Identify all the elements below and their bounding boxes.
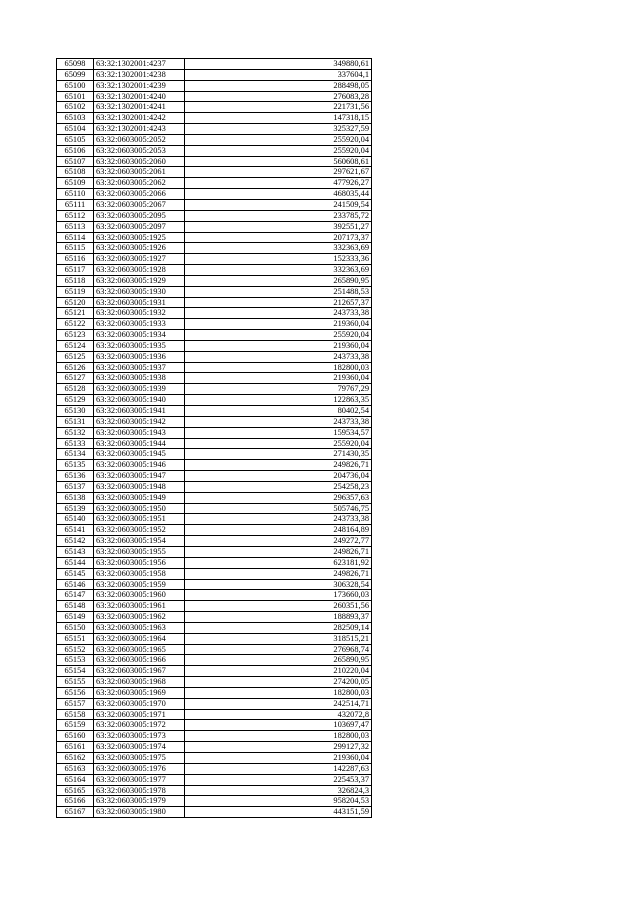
table-row bbox=[57, 373, 372, 384]
row-number-cell: 65167 bbox=[57, 807, 94, 818]
row-number-cell: 65114 bbox=[57, 232, 94, 243]
table-row bbox=[57, 481, 372, 492]
cadastral-number-cell: 63:32:1302001:4238 bbox=[94, 69, 185, 80]
value-cell: 243733,38 bbox=[185, 416, 372, 427]
value-cell: 318515,21 bbox=[185, 633, 372, 644]
value-cell: 173660,03 bbox=[185, 590, 372, 601]
row-number-cell: 65123 bbox=[57, 330, 94, 341]
cadastral-number-cell: 63:32:0603005:1974 bbox=[94, 742, 185, 753]
cadastral-number-cell: 63:32:0603005:1943 bbox=[94, 427, 185, 438]
cadastral-number-cell: 63:32:0603005:1954 bbox=[94, 536, 185, 547]
cadastral-number-cell: 63:32:1302001:4240 bbox=[94, 91, 185, 102]
value-cell: 241509,54 bbox=[185, 199, 372, 210]
row-number-cell: 65112 bbox=[57, 210, 94, 221]
cadastral-number-cell: 63:32:0603005:1972 bbox=[94, 720, 185, 731]
table-row bbox=[57, 308, 372, 319]
value-cell: 255920,04 bbox=[185, 438, 372, 449]
table-row bbox=[57, 536, 372, 547]
cadastral-number-cell: 63:32:0603005:1963 bbox=[94, 622, 185, 633]
table-row bbox=[57, 633, 372, 644]
table-row bbox=[57, 406, 372, 417]
table-row bbox=[57, 102, 372, 113]
table-row bbox=[57, 720, 372, 731]
table-row bbox=[57, 612, 372, 623]
row-number-cell: 65132 bbox=[57, 427, 94, 438]
value-cell: 432072,8 bbox=[185, 709, 372, 720]
cadastral-number-cell: 63:32:0603005:1925 bbox=[94, 232, 185, 243]
row-number-cell: 65151 bbox=[57, 633, 94, 644]
row-number-cell: 65118 bbox=[57, 275, 94, 286]
value-cell: 297621,67 bbox=[185, 167, 372, 178]
value-cell: 265890,95 bbox=[185, 655, 372, 666]
value-cell: 207173,37 bbox=[185, 232, 372, 243]
cadastral-number-cell: 63:32:0603005:1931 bbox=[94, 297, 185, 308]
cadastral-number-cell: 63:32:0603005:1936 bbox=[94, 351, 185, 362]
value-cell: 255920,04 bbox=[185, 330, 372, 341]
table-row bbox=[57, 134, 372, 145]
table-row bbox=[57, 601, 372, 612]
row-number-cell: 65102 bbox=[57, 102, 94, 113]
row-number-cell: 65160 bbox=[57, 731, 94, 742]
table-row bbox=[57, 698, 372, 709]
row-number-cell: 65107 bbox=[57, 156, 94, 167]
value-cell: 306328,54 bbox=[185, 579, 372, 590]
row-number-cell: 65149 bbox=[57, 612, 94, 623]
row-number-cell: 65124 bbox=[57, 340, 94, 351]
table-row bbox=[57, 677, 372, 688]
cadastral-number-cell: 63:32:0603005:1926 bbox=[94, 243, 185, 254]
table-row bbox=[57, 449, 372, 460]
table-row bbox=[57, 742, 372, 753]
row-number-cell: 65157 bbox=[57, 698, 94, 709]
row-number-cell: 65131 bbox=[57, 416, 94, 427]
row-number-cell: 65109 bbox=[57, 178, 94, 189]
table-row bbox=[57, 167, 372, 178]
value-cell: 233785,72 bbox=[185, 210, 372, 221]
value-cell: 288498,05 bbox=[185, 80, 372, 91]
table-row bbox=[57, 113, 372, 124]
cadastral-number-cell: 63:32:0603005:1945 bbox=[94, 449, 185, 460]
row-number-cell: 65145 bbox=[57, 568, 94, 579]
cadastral-number-cell: 63:32:0603005:1941 bbox=[94, 406, 185, 417]
row-number-cell: 65110 bbox=[57, 189, 94, 200]
value-cell: 147318,15 bbox=[185, 113, 372, 124]
row-number-cell: 65143 bbox=[57, 546, 94, 557]
table-row bbox=[57, 178, 372, 189]
value-cell: 248164,89 bbox=[185, 525, 372, 536]
table-row bbox=[57, 687, 372, 698]
cadastral-number-cell: 63:32:0603005:1965 bbox=[94, 644, 185, 655]
row-number-cell: 65139 bbox=[57, 503, 94, 514]
row-number-cell: 65148 bbox=[57, 601, 94, 612]
cadastral-number-cell: 63:32:0603005:1976 bbox=[94, 763, 185, 774]
table-row bbox=[57, 471, 372, 482]
table-row bbox=[57, 69, 372, 80]
row-number-cell: 65129 bbox=[57, 395, 94, 406]
cadastral-number-cell: 63:32:1302001:4239 bbox=[94, 80, 185, 91]
cadastral-number-cell: 63:32:0603005:1947 bbox=[94, 471, 185, 482]
value-cell: 623181,92 bbox=[185, 557, 372, 568]
row-number-cell: 65115 bbox=[57, 243, 94, 254]
cadastral-number-cell: 63:32:0603005:1964 bbox=[94, 633, 185, 644]
value-cell: 103697,47 bbox=[185, 720, 372, 731]
value-cell: 326824,3 bbox=[185, 785, 372, 796]
cadastral-number-cell: 63:32:0603005:2053 bbox=[94, 145, 185, 156]
value-cell: 79767,29 bbox=[185, 384, 372, 395]
table-row bbox=[57, 622, 372, 633]
value-cell: 212657,37 bbox=[185, 297, 372, 308]
table-body bbox=[57, 59, 372, 818]
table-row bbox=[57, 709, 372, 720]
value-cell: 221731,56 bbox=[185, 102, 372, 113]
table-row bbox=[57, 785, 372, 796]
cadastral-number-cell: 63:32:0603005:1952 bbox=[94, 525, 185, 536]
cadastral-number-cell: 63:32:0603005:1932 bbox=[94, 308, 185, 319]
value-cell: 255920,04 bbox=[185, 145, 372, 156]
value-cell: 505746,75 bbox=[185, 503, 372, 514]
table-row bbox=[57, 492, 372, 503]
value-cell: 276083,28 bbox=[185, 91, 372, 102]
cadastral-number-cell: 63:32:0603005:2060 bbox=[94, 156, 185, 167]
row-number-cell: 65125 bbox=[57, 351, 94, 362]
cadastral-number-cell: 63:32:0603005:1951 bbox=[94, 514, 185, 525]
cadastral-number-cell: 63:32:0603005:1968 bbox=[94, 677, 185, 688]
value-cell: 296357,63 bbox=[185, 492, 372, 503]
value-cell: 958204,53 bbox=[185, 796, 372, 807]
value-cell: 182800,03 bbox=[185, 731, 372, 742]
cadastral-number-cell: 63:32:0603005:1949 bbox=[94, 492, 185, 503]
cadastral-number-cell: 63:32:0603005:1927 bbox=[94, 254, 185, 265]
value-cell: 332363,69 bbox=[185, 265, 372, 276]
row-number-cell: 65161 bbox=[57, 742, 94, 753]
row-number-cell: 65158 bbox=[57, 709, 94, 720]
value-cell: 243733,38 bbox=[185, 308, 372, 319]
value-cell: 122863,35 bbox=[185, 395, 372, 406]
value-cell: 260351,56 bbox=[185, 601, 372, 612]
value-cell: 282509,14 bbox=[185, 622, 372, 633]
cadastral-number-cell: 63:32:0603005:1929 bbox=[94, 275, 185, 286]
cadastral-number-cell: 63:32:0603005:2066 bbox=[94, 189, 185, 200]
row-number-cell: 65140 bbox=[57, 514, 94, 525]
cadastral-number-cell: 63:32:1302001:4242 bbox=[94, 113, 185, 124]
table-row bbox=[57, 796, 372, 807]
row-number-cell: 65154 bbox=[57, 666, 94, 677]
table-row bbox=[57, 460, 372, 471]
cadastral-number-cell: 63:32:0603005:1955 bbox=[94, 546, 185, 557]
table-row bbox=[57, 330, 372, 341]
row-number-cell: 65147 bbox=[57, 590, 94, 601]
table-row bbox=[57, 362, 372, 373]
value-cell: 468035,44 bbox=[185, 189, 372, 200]
value-cell: 274200,05 bbox=[185, 677, 372, 688]
cadastral-number-cell: 63:32:0603005:1977 bbox=[94, 774, 185, 785]
cadastral-number-cell: 63:32:1302001:4241 bbox=[94, 102, 185, 113]
value-cell: 188893,37 bbox=[185, 612, 372, 623]
cadastral-number-cell: 63:32:0603005:1958 bbox=[94, 568, 185, 579]
cadastral-number-cell: 63:32:0603005:1960 bbox=[94, 590, 185, 601]
row-number-cell: 65150 bbox=[57, 622, 94, 633]
row-number-cell: 65135 bbox=[57, 460, 94, 471]
row-number-cell: 65159 bbox=[57, 720, 94, 731]
table-row bbox=[57, 568, 372, 579]
table-row bbox=[57, 590, 372, 601]
table-row bbox=[57, 731, 372, 742]
row-number-cell: 65130 bbox=[57, 406, 94, 417]
value-cell: 443151,59 bbox=[185, 807, 372, 818]
row-number-cell: 65162 bbox=[57, 753, 94, 764]
value-cell: 210220,04 bbox=[185, 666, 372, 677]
table-row bbox=[57, 557, 372, 568]
table-row bbox=[57, 655, 372, 666]
row-number-cell: 65155 bbox=[57, 677, 94, 688]
value-cell: 271430,35 bbox=[185, 449, 372, 460]
value-cell: 243733,38 bbox=[185, 351, 372, 362]
table-row bbox=[57, 807, 372, 818]
cadastral-number-cell: 63:32:0603005:2052 bbox=[94, 134, 185, 145]
cadastral-number-cell: 63:32:0603005:1928 bbox=[94, 265, 185, 276]
row-number-cell: 65111 bbox=[57, 199, 94, 210]
cadastral-number-cell: 63:32:0603005:1938 bbox=[94, 373, 185, 384]
value-cell: 392551,27 bbox=[185, 221, 372, 232]
table-row bbox=[57, 774, 372, 785]
cadastral-number-cell: 63:32:0603005:1934 bbox=[94, 330, 185, 341]
table-row bbox=[57, 579, 372, 590]
row-number-cell: 65152 bbox=[57, 644, 94, 655]
cadastral-number-cell: 63:32:0603005:1961 bbox=[94, 601, 185, 612]
table-row bbox=[57, 763, 372, 774]
table-row bbox=[57, 232, 372, 243]
value-cell: 219360,04 bbox=[185, 753, 372, 764]
cadastral-number-cell: 63:32:0603005:1940 bbox=[94, 395, 185, 406]
value-cell: 265890,95 bbox=[185, 275, 372, 286]
cadastral-number-cell: 63:32:0603005:1975 bbox=[94, 753, 185, 764]
cadastral-value-table bbox=[56, 58, 372, 818]
cadastral-number-cell: 63:32:0603005:1937 bbox=[94, 362, 185, 373]
table-row bbox=[57, 145, 372, 156]
value-cell: 152333,36 bbox=[185, 254, 372, 265]
value-cell: 243733,38 bbox=[185, 514, 372, 525]
value-cell: 325327,59 bbox=[185, 124, 372, 135]
cadastral-number-cell: 63:32:0603005:1950 bbox=[94, 503, 185, 514]
table-row bbox=[57, 221, 372, 232]
cadastral-number-cell: 63:32:0603005:1939 bbox=[94, 384, 185, 395]
cadastral-number-cell: 63:32:0603005:1973 bbox=[94, 731, 185, 742]
row-number-cell: 65165 bbox=[57, 785, 94, 796]
cadastral-number-cell: 63:32:0603005:1942 bbox=[94, 416, 185, 427]
row-number-cell: 65164 bbox=[57, 774, 94, 785]
cadastral-number-cell: 63:32:0603005:1933 bbox=[94, 319, 185, 330]
row-number-cell: 65136 bbox=[57, 471, 94, 482]
value-cell: 225453,37 bbox=[185, 774, 372, 785]
table-row bbox=[57, 91, 372, 102]
value-cell: 251488,53 bbox=[185, 286, 372, 297]
row-number-cell: 65153 bbox=[57, 655, 94, 666]
value-cell: 477926,27 bbox=[185, 178, 372, 189]
row-number-cell: 65166 bbox=[57, 796, 94, 807]
row-number-cell: 65156 bbox=[57, 687, 94, 698]
row-number-cell: 65101 bbox=[57, 91, 94, 102]
row-number-cell: 65163 bbox=[57, 763, 94, 774]
value-cell: 255920,04 bbox=[185, 134, 372, 145]
cadastral-number-cell: 63:32:0603005:1980 bbox=[94, 807, 185, 818]
value-cell: 142287,63 bbox=[185, 763, 372, 774]
cadastral-number-cell: 63:32:0603005:2095 bbox=[94, 210, 185, 221]
row-number-cell: 65117 bbox=[57, 265, 94, 276]
table-row bbox=[57, 189, 372, 200]
value-cell: 182800,03 bbox=[185, 687, 372, 698]
value-cell: 332363,69 bbox=[185, 243, 372, 254]
table-row bbox=[57, 395, 372, 406]
row-number-cell: 65133 bbox=[57, 438, 94, 449]
value-cell: 80402,54 bbox=[185, 406, 372, 417]
table-row bbox=[57, 265, 372, 276]
table-row bbox=[57, 319, 372, 330]
cadastral-number-cell: 63:32:0603005:1969 bbox=[94, 687, 185, 698]
cadastral-number-cell: 63:32:1302001:4237 bbox=[94, 59, 185, 70]
value-cell: 299127,32 bbox=[185, 742, 372, 753]
table-row bbox=[57, 546, 372, 557]
row-number-cell: 65098 bbox=[57, 59, 94, 70]
value-cell: 249826,71 bbox=[185, 546, 372, 557]
table-row bbox=[57, 438, 372, 449]
row-number-cell: 65141 bbox=[57, 525, 94, 536]
row-number-cell: 65116 bbox=[57, 254, 94, 265]
row-number-cell: 65105 bbox=[57, 134, 94, 145]
value-cell: 249826,71 bbox=[185, 460, 372, 471]
cadastral-number-cell: 63:32:0603005:1935 bbox=[94, 340, 185, 351]
table-row bbox=[57, 525, 372, 536]
table-row bbox=[57, 503, 372, 514]
row-number-cell: 65128 bbox=[57, 384, 94, 395]
row-number-cell: 65146 bbox=[57, 579, 94, 590]
table-row bbox=[57, 254, 372, 265]
value-cell: 219360,04 bbox=[185, 319, 372, 330]
row-number-cell: 65122 bbox=[57, 319, 94, 330]
cadastral-number-cell: 63:32:1302001:4243 bbox=[94, 124, 185, 135]
row-number-cell: 65121 bbox=[57, 308, 94, 319]
row-number-cell: 65100 bbox=[57, 80, 94, 91]
row-number-cell: 65127 bbox=[57, 373, 94, 384]
cadastral-number-cell: 63:32:0603005:1978 bbox=[94, 785, 185, 796]
cadastral-number-cell: 63:32:0603005:1944 bbox=[94, 438, 185, 449]
cadastral-number-cell: 63:32:0603005:2061 bbox=[94, 167, 185, 178]
value-cell: 159534,57 bbox=[185, 427, 372, 438]
row-number-cell: 65138 bbox=[57, 492, 94, 503]
cadastral-number-cell: 63:32:0603005:1967 bbox=[94, 666, 185, 677]
table-row bbox=[57, 644, 372, 655]
cadastral-number-cell: 63:32:0603005:1930 bbox=[94, 286, 185, 297]
table-row bbox=[57, 199, 372, 210]
table-row bbox=[57, 124, 372, 135]
cadastral-number-cell: 63:32:0603005:2062 bbox=[94, 178, 185, 189]
table-row bbox=[57, 297, 372, 308]
cadastral-number-cell: 63:32:0603005:2097 bbox=[94, 221, 185, 232]
value-cell: 249826,71 bbox=[185, 568, 372, 579]
row-number-cell: 65103 bbox=[57, 113, 94, 124]
table-row bbox=[57, 416, 372, 427]
table-row bbox=[57, 514, 372, 525]
table-row bbox=[57, 666, 372, 677]
row-number-cell: 65099 bbox=[57, 69, 94, 80]
table-row bbox=[57, 351, 372, 362]
value-cell: 182800,03 bbox=[185, 362, 372, 373]
cadastral-number-cell: 63:32:0603005:1946 bbox=[94, 460, 185, 471]
table-row bbox=[57, 156, 372, 167]
table-row bbox=[57, 59, 372, 70]
row-number-cell: 65120 bbox=[57, 297, 94, 308]
value-cell: 560608,61 bbox=[185, 156, 372, 167]
row-number-cell: 65142 bbox=[57, 536, 94, 547]
value-cell: 249272,77 bbox=[185, 536, 372, 547]
document-page bbox=[56, 58, 372, 818]
cadastral-number-cell: 63:32:0603005:1959 bbox=[94, 579, 185, 590]
table-row bbox=[57, 80, 372, 91]
row-number-cell: 65126 bbox=[57, 362, 94, 373]
table-row bbox=[57, 427, 372, 438]
value-cell: 204736,04 bbox=[185, 471, 372, 482]
value-cell: 219360,04 bbox=[185, 340, 372, 351]
value-cell: 219360,04 bbox=[185, 373, 372, 384]
cadastral-number-cell: 63:32:0603005:1966 bbox=[94, 655, 185, 666]
row-number-cell: 65137 bbox=[57, 481, 94, 492]
table-row bbox=[57, 210, 372, 221]
table-row bbox=[57, 275, 372, 286]
value-cell: 254258,23 bbox=[185, 481, 372, 492]
cadastral-number-cell: 63:32:0603005:1948 bbox=[94, 481, 185, 492]
row-number-cell: 65119 bbox=[57, 286, 94, 297]
value-cell: 242514,71 bbox=[185, 698, 372, 709]
cadastral-number-cell: 63:32:0603005:1962 bbox=[94, 612, 185, 623]
cadastral-number-cell: 63:32:0603005:1971 bbox=[94, 709, 185, 720]
value-cell: 337604,1 bbox=[185, 69, 372, 80]
value-cell: 349880,61 bbox=[185, 59, 372, 70]
cadastral-number-cell: 63:32:0603005:2067 bbox=[94, 199, 185, 210]
table-row bbox=[57, 243, 372, 254]
row-number-cell: 65104 bbox=[57, 124, 94, 135]
cadastral-number-cell: 63:32:0603005:1956 bbox=[94, 557, 185, 568]
row-number-cell: 65113 bbox=[57, 221, 94, 232]
table-row bbox=[57, 384, 372, 395]
row-number-cell: 65106 bbox=[57, 145, 94, 156]
table-row bbox=[57, 753, 372, 764]
value-cell: 276968,74 bbox=[185, 644, 372, 655]
table-row bbox=[57, 286, 372, 297]
row-number-cell: 65108 bbox=[57, 167, 94, 178]
cadastral-number-cell: 63:32:0603005:1970 bbox=[94, 698, 185, 709]
row-number-cell: 65144 bbox=[57, 557, 94, 568]
row-number-cell: 65134 bbox=[57, 449, 94, 460]
table-row bbox=[57, 340, 372, 351]
cadastral-number-cell: 63:32:0603005:1979 bbox=[94, 796, 185, 807]
